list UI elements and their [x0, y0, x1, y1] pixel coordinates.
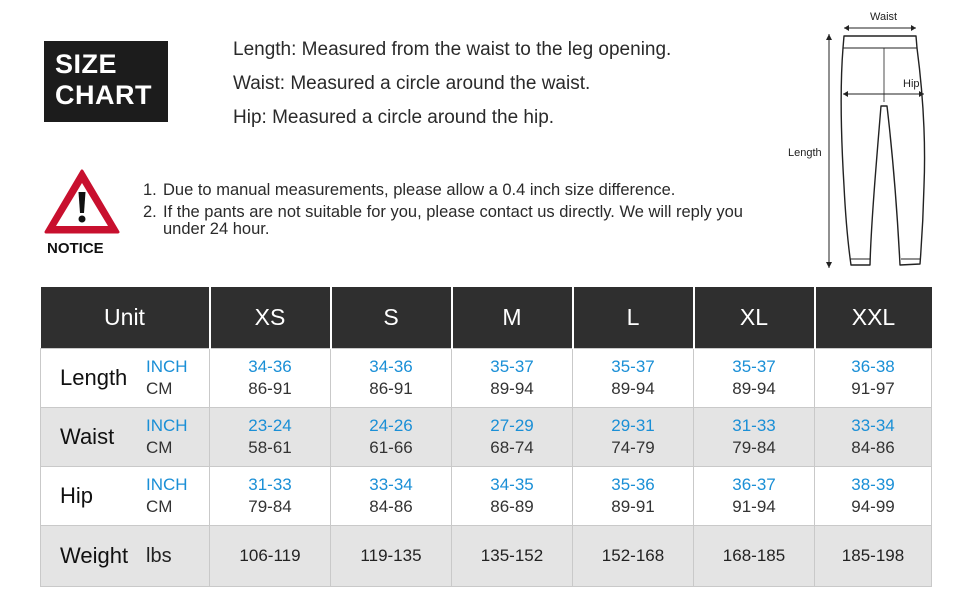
table-cell: 135-152 [452, 526, 573, 587]
cm-label: CM [146, 438, 173, 457]
definition-length: Length: Measured from the waist to the leg opening. [233, 39, 672, 60]
table-cell [573, 349, 694, 408]
notice-number: 2. [143, 203, 157, 221]
table-cell [210, 467, 331, 526]
inch-label: INCH [146, 475, 188, 494]
table-cell [331, 349, 452, 408]
table-cell [331, 408, 452, 467]
cm-value: 91-97 [851, 379, 895, 398]
leggings-diagram [780, 6, 940, 274]
notice-label: NOTICE [47, 240, 104, 257]
table-cell: 119-135 [331, 526, 452, 587]
table-cell: 168-185 [694, 526, 815, 587]
inch-value: 35-37 [732, 357, 776, 376]
inch-value: 31-33 [248, 475, 292, 494]
cm-value: 79-84 [248, 497, 292, 516]
table-cell [331, 467, 452, 526]
inch-value: 27-29 [490, 416, 534, 435]
measurement-definitions [233, 38, 671, 140]
diagram-waist-label: Waist [870, 11, 898, 23]
table-cell [815, 467, 932, 526]
cm-value: 94-99 [851, 497, 895, 516]
table-row-length [41, 349, 932, 408]
cm-value: 89-94 [732, 379, 776, 398]
cm-value: 79-84 [732, 438, 776, 457]
table-cell [210, 408, 331, 467]
size-header-s: S [331, 287, 452, 349]
table-cell [694, 408, 815, 467]
row-name: Length [60, 365, 128, 390]
definition-waist: Waist: Measured a circle around the waist. [233, 73, 591, 94]
size-header-xl: XL [694, 287, 815, 349]
notice-text: Due to manual measurements, please allow a 0.4 inch size difference. [163, 181, 676, 199]
warning-triangle-icon [43, 168, 121, 236]
cm-value: 86-91 [248, 379, 292, 398]
inch-value: 36-37 [732, 475, 776, 494]
table-cell [452, 467, 573, 526]
row-label-cell [41, 349, 210, 408]
size-header-xxl: XXL [815, 287, 932, 349]
cm-value: 68-74 [490, 438, 534, 457]
cm-value: 58-61 [248, 438, 292, 457]
badge-line-2: CHART [55, 80, 152, 110]
notice-number: 1. [143, 181, 157, 199]
inch-value: 35-37 [611, 357, 655, 376]
size-header-xs: XS [210, 287, 331, 349]
inch-value: 24-26 [369, 416, 413, 435]
table-cell [815, 349, 932, 408]
size-header-l: L [573, 287, 694, 349]
weight-unit: lbs [146, 545, 172, 567]
notice-item [143, 204, 763, 238]
table-header-row [41, 287, 932, 349]
definition-hip: Hip: Measured a circle around the hip. [233, 107, 555, 128]
inch-value: 31-33 [732, 416, 776, 435]
inch-value: 33-34 [851, 416, 895, 435]
size-table [40, 287, 932, 587]
badge-line-1: SIZE [55, 49, 118, 79]
notice-block [43, 168, 121, 257]
cm-value: 91-94 [732, 497, 776, 516]
cm-value: 84-86 [851, 438, 895, 457]
diagram-length-label: Length [788, 147, 822, 159]
cm-label: CM [146, 379, 173, 398]
inch-label: INCH [146, 357, 188, 376]
table-row-hip [41, 467, 932, 526]
table-cell: 185-198 [815, 526, 932, 587]
table-cell [210, 349, 331, 408]
table-cell [452, 408, 573, 467]
row-name: Hip [60, 483, 94, 508]
inch-value: 36-38 [851, 357, 895, 376]
table-cell [815, 408, 932, 467]
table-row-weight [41, 526, 932, 587]
table-cell: 106-119 [210, 526, 331, 587]
inch-value: 34-35 [490, 475, 534, 494]
table-cell [694, 467, 815, 526]
cm-value: 89-94 [611, 379, 655, 398]
row-label-cell [41, 467, 210, 526]
row-label-cell [41, 408, 210, 467]
table-cell [573, 467, 694, 526]
inch-value: 34-36 [248, 357, 292, 376]
inch-value: 35-37 [490, 357, 534, 376]
inch-value: 38-39 [851, 475, 895, 494]
cm-value: 89-94 [490, 379, 534, 398]
table-cell [694, 349, 815, 408]
notice-item [143, 182, 763, 199]
cm-value: 61-66 [369, 438, 413, 457]
cm-value: 74-79 [611, 438, 655, 457]
table-cell [573, 408, 694, 467]
table-cell [452, 349, 573, 408]
cm-value: 86-91 [369, 379, 413, 398]
unit-header: Unit [41, 287, 210, 349]
diagram-hip-label: Hip [903, 78, 920, 90]
cm-label: CM [146, 497, 173, 516]
notice-list [143, 182, 763, 238]
notice-text: If the pants are not suitable for you, please contact us directly. We will reply you under 24 hour. [163, 203, 743, 238]
inch-value: 23-24 [248, 416, 292, 435]
row-name: Waist [60, 424, 115, 449]
cm-value: 89-91 [611, 497, 655, 516]
cm-value: 84-86 [369, 497, 413, 516]
table-cell: 152-168 [573, 526, 694, 587]
table-row-waist [41, 408, 932, 467]
inch-value: 29-31 [611, 416, 655, 435]
inch-value: 33-34 [369, 475, 413, 494]
size-chart-badge [44, 41, 168, 122]
size-header-m: M [452, 287, 573, 349]
leggings-illustration [780, 6, 940, 274]
inch-label: INCH [146, 416, 188, 435]
row-name: Weight [60, 543, 129, 568]
cm-value: 86-89 [490, 497, 534, 516]
inch-value: 35-36 [611, 475, 655, 494]
inch-value: 34-36 [369, 357, 413, 376]
row-label-cell [41, 526, 210, 587]
